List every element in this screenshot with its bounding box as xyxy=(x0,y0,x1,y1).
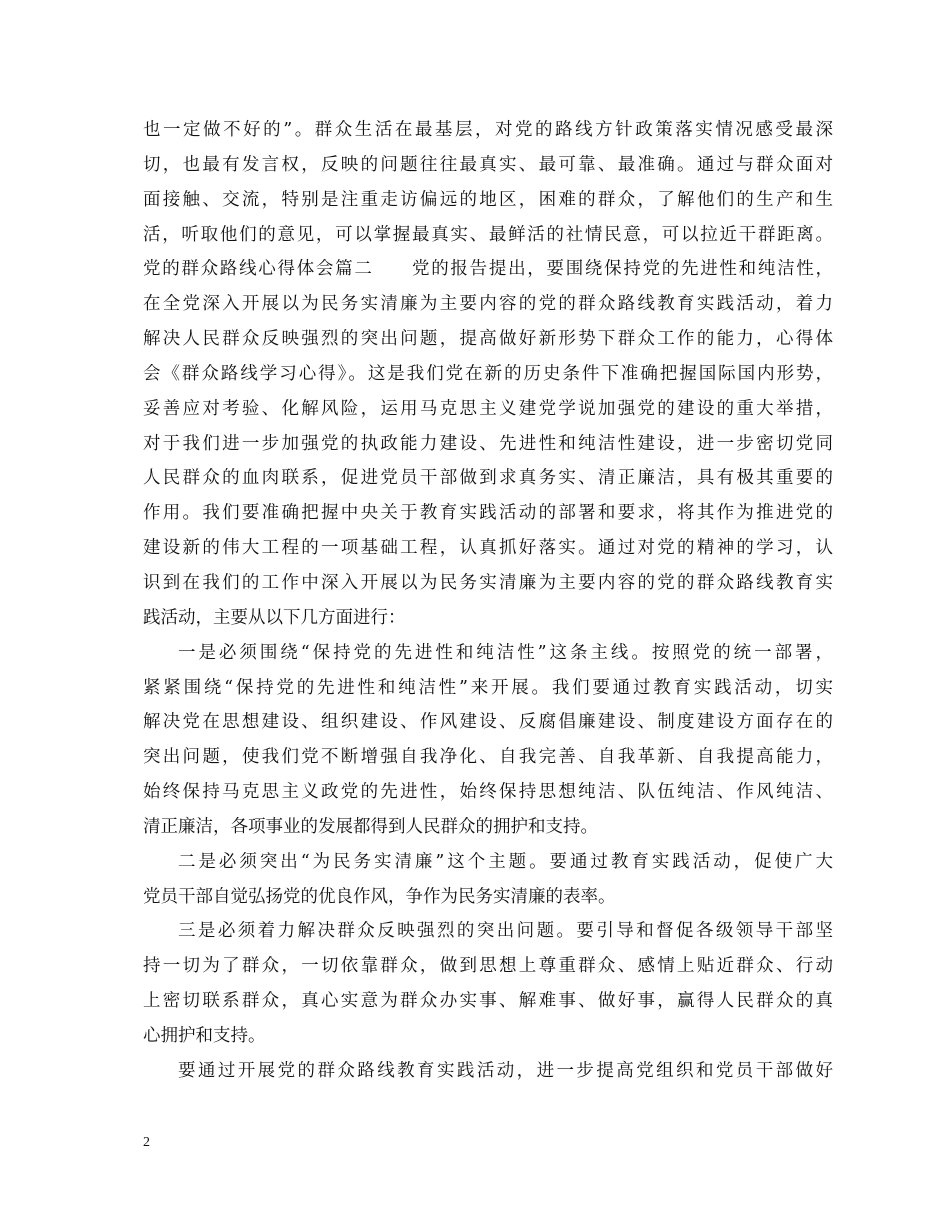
text-line: 解决人民群众反映强烈的突出问题，提高做好新形势下群众工作的能力，心得体 xyxy=(143,329,833,350)
text-line: 上密切联系群众，真心实意为群众办实事、解难事、做好事，赢得人民群众的真 xyxy=(143,991,833,1012)
text-line: 一是必须围绕“保持党的先进性和纯洁性”这条主线。按照党的统一部署， xyxy=(178,642,833,663)
text-line: 作用。我们要准确把握中央关于教育实践活动的部署和要求，将其作为推进党的 xyxy=(143,503,833,524)
text-line: 人民群众的血肉联系，促进党员干部做到求真务实、清正廉洁，具有极其重要的 xyxy=(143,468,833,489)
text-line: 活，听取他们的意见，可以掌握最真实、最鲜活的社情民意，可以拉近干群距离。 xyxy=(143,224,833,245)
text-line: 党的群众路线心得体会篇二 党的报告提出，要围绕保持党的先进性和纯洁性， xyxy=(143,259,833,280)
text-line: 解决党在思想建设、组织建设、作风建设、反腐倡廉建设、制度建设方面存在的 xyxy=(143,712,833,733)
text-line: 会《群众路线学习心得》。这是我们党在新的历史条件下准确把握国际国内形势， xyxy=(143,363,833,384)
text-line: 妥善应对考验、化解风险，运用马克思主义建党学说加强党的建设的重大举措， xyxy=(143,398,833,419)
text-line: 识到在我们的工作中深入开展以为民务实清廉为主要内容的党的群众路线教育实 xyxy=(143,572,833,593)
text-line: 切，也最有发言权，反映的问题往往最真实、最可靠、最准确。通过与群众面对 xyxy=(143,154,833,175)
body-text xyxy=(143,113,833,1089)
text-line: 二是必须突出“为民务实清廉”这个主题。要通过教育实践活动，促使广大 xyxy=(178,851,833,872)
text-line: 面接触、交流，特别是注重走访偏远的地区，困难的群众，了解他们的生产和生 xyxy=(143,189,833,210)
text-line: 清正廉洁，各项事业的发展都得到人民群众的拥护和支持。 xyxy=(143,816,598,837)
text-line: 党员干部自觉弘扬党的优良作风，争作为民务实清廉的表率。 xyxy=(143,886,616,907)
text-line: 紧紧围绕“保持党的先进性和纯洁性”来开展。我们要通过教育实践活动，切实 xyxy=(143,677,833,698)
text-line: 也一定做不好的”。群众生活在最基层，对党的路线方针政策落实情况感受最深 xyxy=(143,120,833,140)
text-line: 始终保持马克思主义政党的先进性，始终保持思想纯洁、队伍纯洁、作风纯洁、 xyxy=(143,782,833,803)
text-line: 在全党深入开展以为民务实清廉为主要内容的党的群众路线教育实践活动，着力 xyxy=(143,294,833,315)
page-number: 2 xyxy=(143,1135,150,1150)
text-line: 对于我们进一步加强党的执政能力建设、先进性和纯洁性建设，进一步密切党同 xyxy=(143,433,833,454)
text-line: 建设新的伟大工程的一项基础工程，认真抓好落实。通过对党的精神的学习，认 xyxy=(143,538,833,559)
text-line: 要通过开展党的群众路线教育实践活动，进一步提高党组织和党员干部做好 xyxy=(178,1060,833,1081)
text-line: 心拥护和支持。 xyxy=(143,1025,266,1046)
text-line: 践活动，主要从以下几方面进行： xyxy=(143,607,406,628)
text-line: 三是必须着力解决群众反映强烈的突出问题。要引导和督促各级领导干部坚 xyxy=(178,921,833,942)
text-line: 突出问题，使我们党不断增强自我净化、自我完善、自我革新、自我提高能力， xyxy=(143,747,833,768)
text-line: 持一切为了群众，一切依靠群众，做到思想上尊重群众、感情上贴近群众、行动 xyxy=(143,956,833,977)
